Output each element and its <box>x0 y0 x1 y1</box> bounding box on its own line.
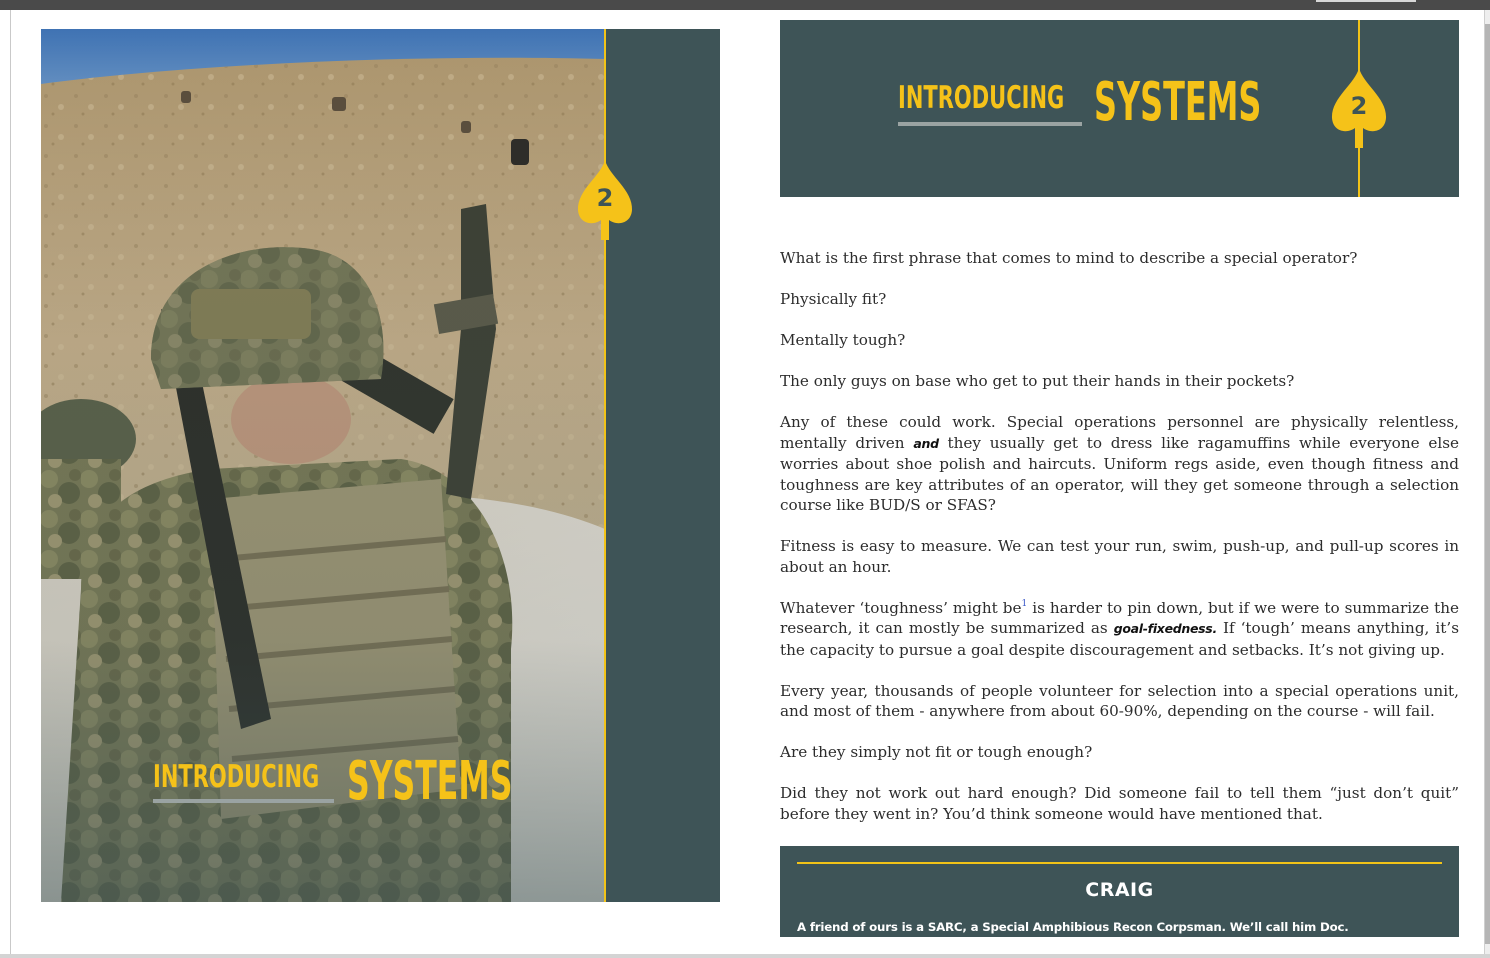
paragraph-text: is harder to pin down, but if we were to summarize the research, it can mostly be summarized as <box>780 598 1460 637</box>
callout-rule <box>797 862 1442 864</box>
paragraph: Every year, thousands of people volunteer for selection into a special operations unit, and most of them - anywhere from about 60-90%, depending on the course - will fail. <box>780 681 1459 720</box>
vertical-scrollbar[interactable] <box>1484 10 1490 958</box>
viewer-tab-indicator[interactable] <box>1316 0 1416 2</box>
callout-name: CRAIG <box>1085 879 1154 901</box>
chapter-header <box>780 20 1459 197</box>
cover-title-big: SYSTEMS <box>347 750 513 812</box>
header-title-big: SYSTEMS <box>1094 71 1262 133</box>
paragraph: Are they simply not fit or tough enough? <box>780 743 1093 761</box>
callout-box <box>780 846 1459 937</box>
paragraph-text: Any of these could work. Special operations personnel are physically relentless, mentally driven <box>780 413 1459 452</box>
header-spade-icon <box>1331 67 1387 149</box>
viewer-top-bar <box>0 0 1490 10</box>
page-bottom-edge <box>0 954 1490 958</box>
paragraph <box>780 412 1459 516</box>
paragraph: Physically fit? <box>780 290 887 308</box>
soldier-photo-art <box>41 29 605 902</box>
paragraph-text: they usually get to dress like ragamuffins while everyone else worries about shoe polish and haircuts. Uniform regs aside, even though fitness and toughness are key attributes of an operator, will they get someone through a selection course like BUD/S or SFAS? <box>780 433 1459 514</box>
header-chapter-number: 2 <box>1350 92 1368 120</box>
chapter-spade-icon <box>577 160 633 240</box>
footnote-link[interactable]: 1 <box>1021 598 1028 609</box>
header-title-underline <box>898 122 1082 126</box>
paragraph: What is the first phrase that comes to mind to describe a special operator? <box>780 249 1358 267</box>
paragraph-text: If ‘tough’ means anything, it’s the capacity to pursue a goal despite discouragement and setbacks. It’s not giving up. <box>780 619 1459 659</box>
cover-chapter-number: 2 <box>596 184 614 212</box>
emphasis-text: goal-fixedness. <box>1113 621 1217 636</box>
page-left-edge <box>10 10 11 958</box>
scrollbar-thumb[interactable] <box>1485 24 1490 944</box>
paragraph-text: Whatever ‘toughness’ might be <box>780 598 1022 617</box>
soldier-photo <box>41 29 605 902</box>
paragraph: Did they not work out hard enough? Did someone fail to tell them “just don’t quit” before they went in? You’d think someone would have mentioned that. <box>780 784 1459 823</box>
article-body <box>780 248 1459 845</box>
paragraph: Mentally tough? <box>780 331 906 349</box>
cover-title-underline <box>153 799 334 803</box>
paragraph: Fitness is easy to measure. We can test your run, swim, push-up, and pull-up scores in about an hour. <box>780 537 1459 576</box>
emphasis-text: and <box>913 435 939 451</box>
cover-title-small: INTRODUCING <box>153 758 320 795</box>
header-title-small: INTRODUCING <box>898 79 1065 116</box>
chapter-cover-page <box>41 29 720 902</box>
callout-text: A friend of ours is a SARC, a Special Amphibious Recon Corpsman. We’ll call him Doc. <box>797 920 1349 934</box>
paragraph: The only guys on base who get to put their hands in their pockets? <box>780 372 1295 390</box>
paragraph <box>780 598 1459 661</box>
